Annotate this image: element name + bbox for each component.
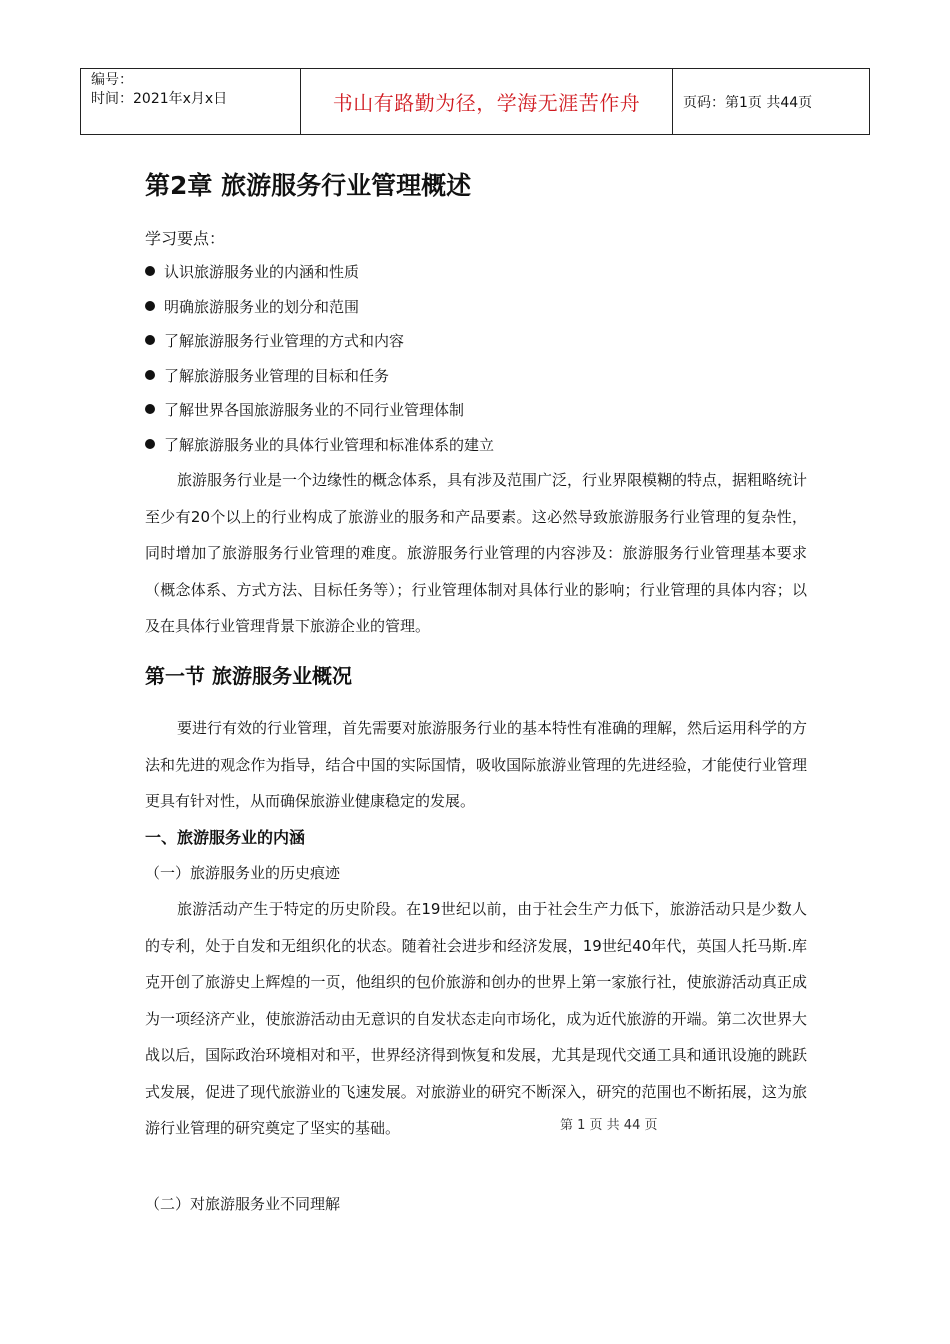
history-paragraph: 旅游活动产生于特定的历史阶段。在19世纪以前，由于社会生产力低下，旅游活动只是少数人的专利，处于自发和无组织化的状态。随着社会进步和经济发展，19世纪40年代，英国人托马斯.库克开创了旅游史上辉煌的一页，他组织的包价旅游和创办的世界上第一家旅行社，使旅游活动真正成为一项经济产业，使旅游活动由无意识的自发状态走向市场化，成为近代旅游的开端。第二次世界大战以后，国际政治环境相对和平，世界经济得到恢复和发展，尤其是现代交通工具和通讯设施的跳跃式发展，促进了现代旅游业的飞速发展。对旅游业的研究不断深入，研究的范围也不断拓展，这为旅游行业管理的研究奠定了坚实的基础。 — [145, 900, 807, 1137]
list-item — [145, 398, 494, 433]
list-item-text: 了解旅游服务业的具体行业管理和标准体系的建立 — [164, 435, 495, 454]
header-page-cell — [673, 69, 870, 135]
list-item-text: 认识旅游服务业的内涵和性质 — [164, 263, 360, 281]
motto-text: 书山有路勤为径，学海无涯苦作舟 — [332, 91, 641, 115]
bullet-icon — [145, 266, 155, 276]
bullet-icon — [145, 370, 155, 380]
list-item-text: 了解旅游服务行业管理的方式和内容 — [164, 332, 405, 351]
subsubsection-title-2: （二）对旅游服务业不同理解 — [145, 1195, 341, 1213]
page-footer: 第 1 页 共 44 页 — [560, 1118, 658, 1133]
page-code: 页码：第1页 共44页 — [683, 94, 813, 111]
date-label: 时间：2021年x月x日 — [91, 91, 228, 107]
list-item-text: 了解旅游服务业管理的目标和任务 — [164, 366, 390, 385]
intro-paragraph: 旅游服务行业是一个边缘性的概念体系，具有涉及范围广泛，行业界限模糊的特点，据粗略统计至少有20个以上的行业构成了旅游业的服务和产品要素。这必然导致旅游服务行业管理的复杂性，同时增加了旅游服务行业管理的难度。旅游服务行业管理的内容涉及：旅游服务行业管理基本要求（概念体系、方式方法、目标任务等）；行业管理体制对具体行业的影响；行业管理的具体内容；以及在具体行业管理背景下旅游企业的管理。 — [145, 471, 808, 635]
list-item — [145, 364, 494, 399]
section-paragraph: 要进行有效的行业管理，首先需要对旅游服务行业的基本特性有准确的理解，然后运用科学的方法和先进的观念作为指导，结合中国的实际国情，吸收国际旅游业管理的先进经验，才能使行业管理更具有针对性，从而确保旅游业健康稳定的发展。 — [145, 719, 808, 810]
list-item — [145, 295, 494, 330]
bullet-icon — [145, 404, 155, 414]
subsubsection-title-1: （一）旅游服务业的历史痕迹 — [145, 864, 341, 882]
header-meta-cell — [81, 69, 301, 135]
bullet-icon — [145, 301, 155, 311]
bullet-icon — [145, 439, 155, 449]
list-item — [145, 260, 494, 295]
list-item-text: 了解世界各国旅游服务业的不同行业管理体制 — [164, 401, 465, 420]
header-motto-cell — [301, 69, 673, 135]
list-item-text: 明确旅游服务业的划分和范围 — [164, 297, 360, 316]
key-points-heading: 学习要点： — [145, 229, 226, 248]
list-item — [145, 329, 494, 364]
document-header — [80, 68, 870, 135]
key-points-list — [145, 260, 494, 468]
section-title: 第一节 旅游服务业概况 — [145, 664, 352, 688]
chapter-title: 第2章 旅游服务行业管理概述 — [145, 171, 472, 200]
bullet-icon — [145, 335, 155, 345]
subsection-title: 一、旅游服务业的内涵 — [145, 828, 306, 847]
serial-label: 编号： — [91, 72, 133, 88]
